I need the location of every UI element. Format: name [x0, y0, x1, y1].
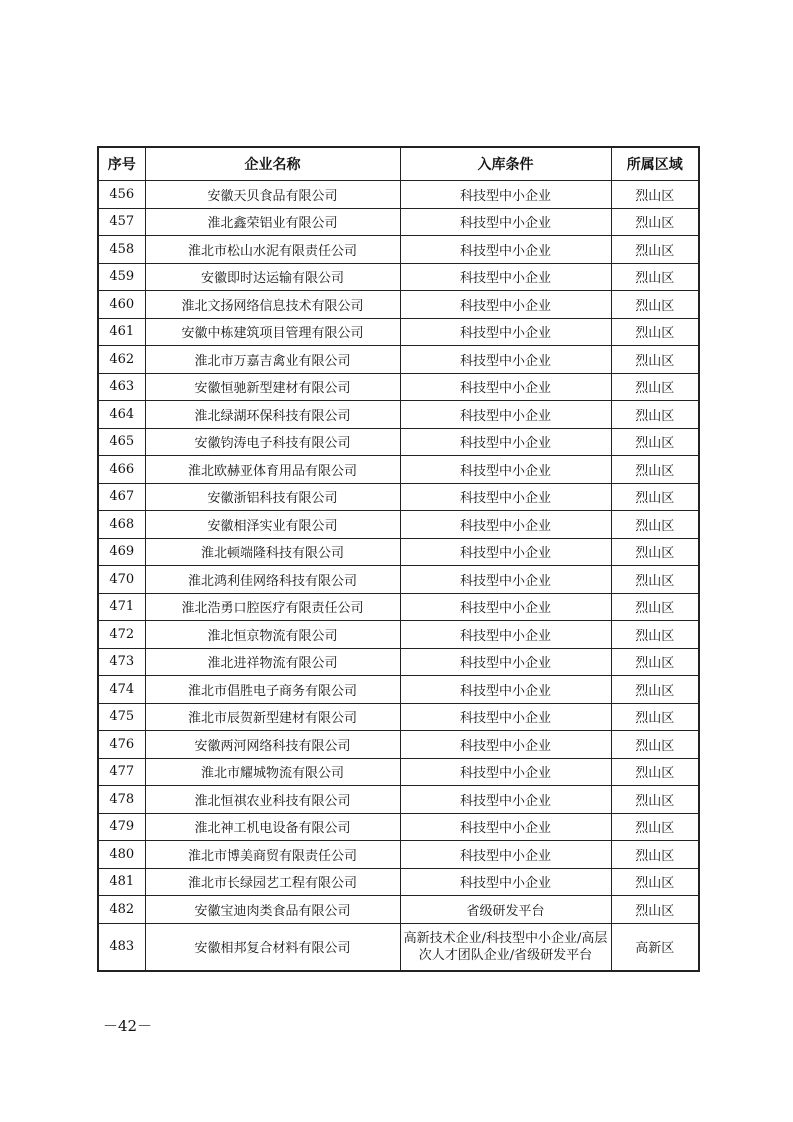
cell-entry-condition: 科技型中小企业 — [400, 538, 611, 566]
cell-region: 烈山区 — [611, 786, 699, 814]
cell-region: 烈山区 — [611, 703, 699, 731]
cell-region: 烈山区 — [611, 731, 699, 759]
cell-enterprise-name: 淮北浩勇口腔医疗有限责任公司 — [145, 593, 400, 621]
table-row — [98, 373, 699, 401]
cell-region: 烈山区 — [611, 621, 699, 649]
cell-serial-number: 463 — [98, 373, 145, 401]
cell-serial-number: 480 — [98, 841, 145, 869]
cell-entry-condition: 科技型中小企业 — [400, 676, 611, 704]
cell-serial-number: 459 — [98, 263, 145, 291]
table-row — [98, 318, 699, 346]
cell-serial-number: 457 — [98, 208, 145, 236]
table-row — [98, 511, 699, 539]
table-row — [98, 786, 699, 814]
table-row — [98, 566, 699, 594]
cell-entry-condition: 科技型中小企业 — [400, 511, 611, 539]
cell-region: 烈山区 — [611, 291, 699, 319]
cell-region: 烈山区 — [611, 263, 699, 291]
table-row — [98, 868, 699, 896]
cell-enterprise-name: 安徽天贝食品有限公司 — [145, 181, 400, 209]
cell-serial-number: 461 — [98, 318, 145, 346]
header-serial-number: 序号 — [98, 147, 145, 181]
cell-serial-number: 470 — [98, 566, 145, 594]
cell-enterprise-name: 淮北恒祺农业科技有限公司 — [145, 786, 400, 814]
cell-enterprise-name: 淮北进祥物流有限公司 — [145, 648, 400, 676]
cell-enterprise-name: 淮北鑫荣铝业有限公司 — [145, 208, 400, 236]
cell-enterprise-name: 安徽钧涛电子科技有限公司 — [145, 428, 400, 456]
cell-region: 烈山区 — [611, 758, 699, 786]
cell-serial-number: 462 — [98, 346, 145, 374]
cell-entry-condition: 科技型中小企业 — [400, 291, 611, 319]
table-row — [98, 181, 699, 209]
cell-region: 高新区 — [611, 923, 699, 971]
cell-serial-number: 460 — [98, 291, 145, 319]
cell-region: 烈山区 — [611, 318, 699, 346]
table-row — [98, 813, 699, 841]
cell-serial-number: 483 — [98, 923, 145, 971]
cell-entry-condition: 科技型中小企业 — [400, 786, 611, 814]
cell-entry-condition: 科技型中小企业 — [400, 566, 611, 594]
cell-region: 烈山区 — [611, 676, 699, 704]
cell-region: 烈山区 — [611, 896, 699, 924]
cell-serial-number: 466 — [98, 456, 145, 484]
cell-enterprise-name: 淮北神工机电设备有限公司 — [145, 813, 400, 841]
cell-enterprise-name: 淮北市万嘉吉禽业有限公司 — [145, 346, 400, 374]
cell-enterprise-name: 淮北鸿利佳网络科技有限公司 — [145, 566, 400, 594]
table-row — [98, 923, 699, 971]
cell-serial-number: 473 — [98, 648, 145, 676]
cell-serial-number: 469 — [98, 538, 145, 566]
cell-entry-condition: 科技型中小企业 — [400, 703, 611, 731]
cell-entry-condition: 科技型中小企业 — [400, 181, 611, 209]
table-row — [98, 731, 699, 759]
table-row — [98, 428, 699, 456]
cell-enterprise-name: 安徽浙铝科技有限公司 — [145, 483, 400, 511]
cell-entry-condition: 高新技术企业/科技型中小企业/高层次人才团队企业/省级研发平台 — [400, 923, 611, 971]
table-row — [98, 456, 699, 484]
cell-entry-condition: 科技型中小企业 — [400, 593, 611, 621]
enterprise-table — [97, 146, 700, 972]
cell-enterprise-name: 淮北绿湖环保科技有限公司 — [145, 401, 400, 429]
cell-entry-condition: 科技型中小企业 — [400, 346, 611, 374]
cell-entry-condition: 科技型中小企业 — [400, 841, 611, 869]
cell-region: 烈山区 — [611, 428, 699, 456]
cell-serial-number: 477 — [98, 758, 145, 786]
cell-enterprise-name: 安徽中栋建筑项目管理有限公司 — [145, 318, 400, 346]
table-row — [98, 896, 699, 924]
cell-region: 烈山区 — [611, 648, 699, 676]
cell-entry-condition: 科技型中小企业 — [400, 813, 611, 841]
cell-region: 烈山区 — [611, 346, 699, 374]
cell-entry-condition: 科技型中小企业 — [400, 621, 611, 649]
table-row — [98, 483, 699, 511]
cell-entry-condition: 科技型中小企业 — [400, 483, 611, 511]
cell-entry-condition: 科技型中小企业 — [400, 263, 611, 291]
cell-entry-condition: 科技型中小企业 — [400, 731, 611, 759]
cell-entry-condition: 科技型中小企业 — [400, 208, 611, 236]
header-region: 所属区域 — [611, 147, 699, 181]
cell-serial-number: 464 — [98, 401, 145, 429]
table-row — [98, 758, 699, 786]
table-row — [98, 538, 699, 566]
cell-enterprise-name: 安徽相邦复合材料有限公司 — [145, 923, 400, 971]
cell-enterprise-name: 安徽即时达运输有限公司 — [145, 263, 400, 291]
cell-region: 烈山区 — [611, 538, 699, 566]
cell-region: 烈山区 — [611, 373, 699, 401]
cell-enterprise-name: 安徽相泽实业有限公司 — [145, 511, 400, 539]
cell-serial-number: 471 — [98, 593, 145, 621]
table-row — [98, 676, 699, 704]
cell-enterprise-name: 安徽恒驰新型建材有限公司 — [145, 373, 400, 401]
cell-region: 烈山区 — [611, 841, 699, 869]
cell-enterprise-name: 淮北市长绿园艺工程有限公司 — [145, 868, 400, 896]
table-row — [98, 703, 699, 731]
table-row — [98, 346, 699, 374]
cell-region: 烈山区 — [611, 483, 699, 511]
cell-region: 烈山区 — [611, 456, 699, 484]
cell-serial-number: 465 — [98, 428, 145, 456]
table-row — [98, 208, 699, 236]
cell-enterprise-name: 安徽两河网络科技有限公司 — [145, 731, 400, 759]
cell-enterprise-name: 淮北文扬网络信息技术有限公司 — [145, 291, 400, 319]
cell-entry-condition: 科技型中小企业 — [400, 868, 611, 896]
table-row — [98, 401, 699, 429]
cell-enterprise-name: 淮北市倡胜电子商务有限公司 — [145, 676, 400, 704]
table-row — [98, 621, 699, 649]
table-row — [98, 593, 699, 621]
cell-region: 烈山区 — [611, 511, 699, 539]
header-enterprise-name: 企业名称 — [145, 147, 400, 181]
table-row — [98, 291, 699, 319]
cell-enterprise-name: 安徽宝迪肉类食品有限公司 — [145, 896, 400, 924]
cell-serial-number: 479 — [98, 813, 145, 841]
cell-enterprise-name: 淮北恒京物流有限公司 — [145, 621, 400, 649]
page-number: －42－ — [103, 1017, 153, 1035]
table-row — [98, 263, 699, 291]
table-row — [98, 841, 699, 869]
table-header-row — [98, 147, 699, 181]
table-body — [98, 181, 699, 971]
cell-region: 烈山区 — [611, 181, 699, 209]
cell-region: 烈山区 — [611, 868, 699, 896]
cell-serial-number: 478 — [98, 786, 145, 814]
cell-region: 烈山区 — [611, 813, 699, 841]
header-entry-condition: 入库条件 — [400, 147, 611, 181]
cell-serial-number: 472 — [98, 621, 145, 649]
cell-serial-number: 481 — [98, 868, 145, 896]
cell-serial-number: 458 — [98, 236, 145, 264]
cell-serial-number: 456 — [98, 181, 145, 209]
cell-serial-number: 482 — [98, 896, 145, 924]
cell-enterprise-name: 淮北市耀城物流有限公司 — [145, 758, 400, 786]
cell-entry-condition: 科技型中小企业 — [400, 236, 611, 264]
cell-enterprise-name: 淮北市辰贺新型建材有限公司 — [145, 703, 400, 731]
cell-entry-condition: 科技型中小企业 — [400, 373, 611, 401]
table-row — [98, 236, 699, 264]
cell-serial-number: 467 — [98, 483, 145, 511]
cell-entry-condition: 省级研发平台 — [400, 896, 611, 924]
cell-enterprise-name: 淮北市松山水泥有限责任公司 — [145, 236, 400, 264]
cell-serial-number: 475 — [98, 703, 145, 731]
cell-region: 烈山区 — [611, 236, 699, 264]
cell-entry-condition: 科技型中小企业 — [400, 648, 611, 676]
cell-region: 烈山区 — [611, 593, 699, 621]
cell-entry-condition: 科技型中小企业 — [400, 428, 611, 456]
cell-enterprise-name: 淮北欧赫亚体育用品有限公司 — [145, 456, 400, 484]
cell-serial-number: 476 — [98, 731, 145, 759]
cell-entry-condition: 科技型中小企业 — [400, 318, 611, 346]
cell-serial-number: 468 — [98, 511, 145, 539]
cell-region: 烈山区 — [611, 566, 699, 594]
cell-region: 烈山区 — [611, 401, 699, 429]
cell-entry-condition: 科技型中小企业 — [400, 758, 611, 786]
cell-entry-condition: 科技型中小企业 — [400, 456, 611, 484]
cell-entry-condition: 科技型中小企业 — [400, 401, 611, 429]
cell-enterprise-name: 淮北顿端隆科技有限公司 — [145, 538, 400, 566]
table-row — [98, 648, 699, 676]
cell-region: 烈山区 — [611, 208, 699, 236]
cell-enterprise-name: 淮北市博美商贸有限责任公司 — [145, 841, 400, 869]
cell-serial-number: 474 — [98, 676, 145, 704]
